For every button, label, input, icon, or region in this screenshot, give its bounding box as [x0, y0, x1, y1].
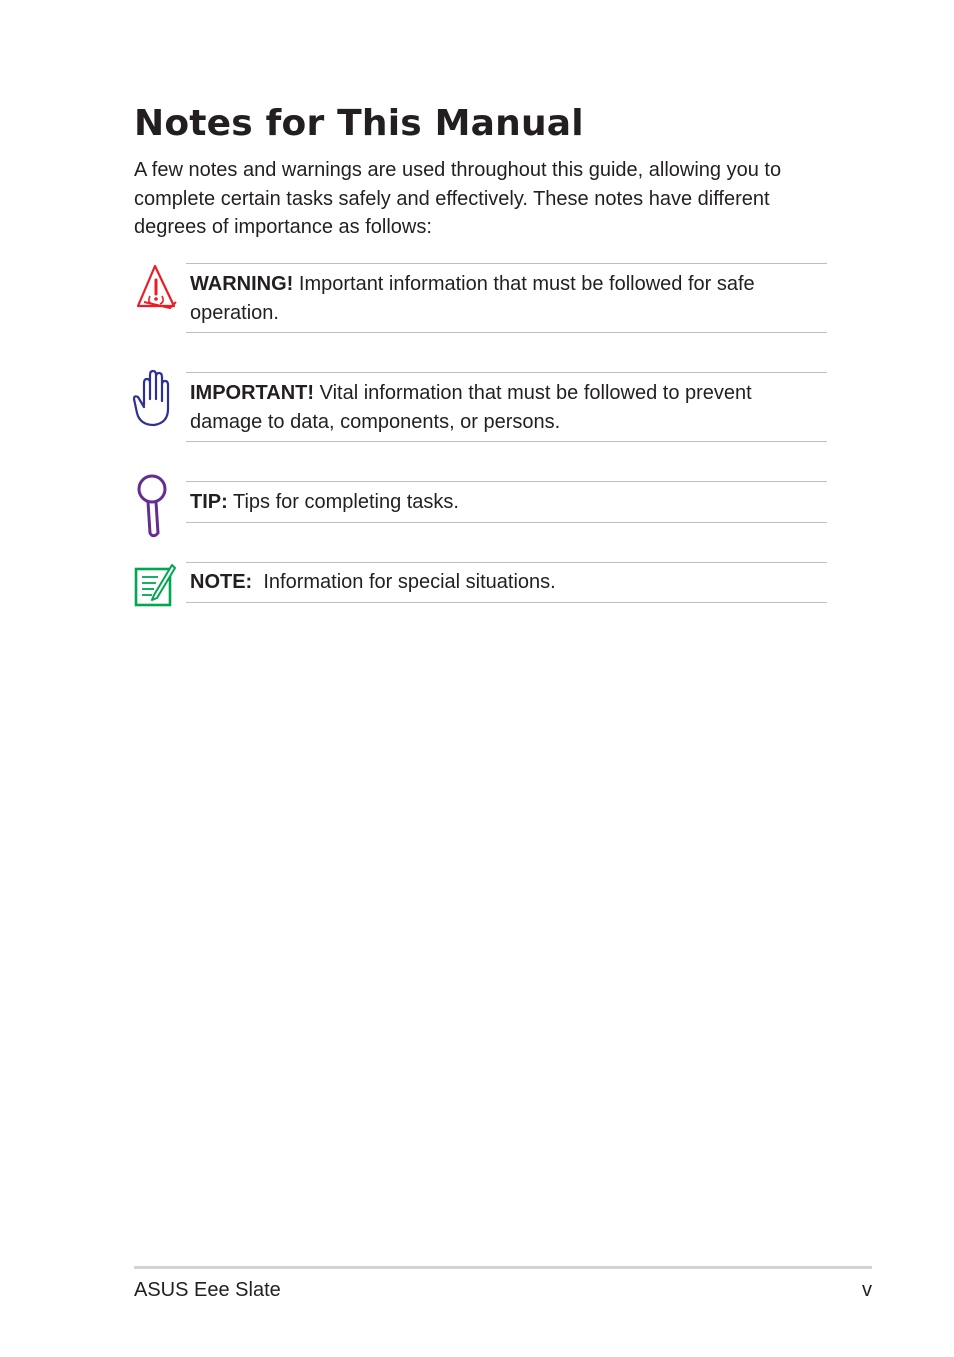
footer-page-number: v [862, 1279, 872, 1301]
note-tip-label: TIP: [190, 491, 228, 513]
note-important-label: IMPORTANT! [190, 382, 315, 404]
note-tip-body: Tips for completing tasks. [227, 491, 459, 513]
footer-product-name: ASUS Eee Slate [134, 1279, 281, 1301]
note-important-body: Vital information that must be followed to prevent damage to data, components, or persons. [190, 382, 752, 433]
note-warning-label: WARNING! [190, 273, 294, 295]
hand-icon [132, 369, 174, 429]
note-pad-icon [134, 561, 176, 607]
note-important [186, 372, 827, 442]
note-tip [186, 481, 827, 523]
magnifier-icon [136, 473, 170, 539]
note-important-text [190, 379, 823, 436]
intro-paragraph: A few notes and warnings are used throughout this guide, allowing you to complete certain tasks safely and effectively. These notes have different degrees of importance as follows: [134, 159, 782, 238]
note-note-label: NOTE: [190, 571, 253, 593]
note-warning-text [190, 270, 823, 327]
note-note [186, 562, 827, 603]
warning-icon [134, 262, 178, 312]
footer-divider [134, 1266, 872, 1269]
page-title: Notes for This Manual [134, 103, 584, 144]
note-note-body: Information for special situations. [252, 571, 556, 593]
note-warning [186, 263, 827, 333]
note-warning-body: Important information that must be followed for safe operation. [190, 273, 755, 324]
note-note-text [190, 568, 823, 597]
note-tip-text [190, 488, 823, 517]
